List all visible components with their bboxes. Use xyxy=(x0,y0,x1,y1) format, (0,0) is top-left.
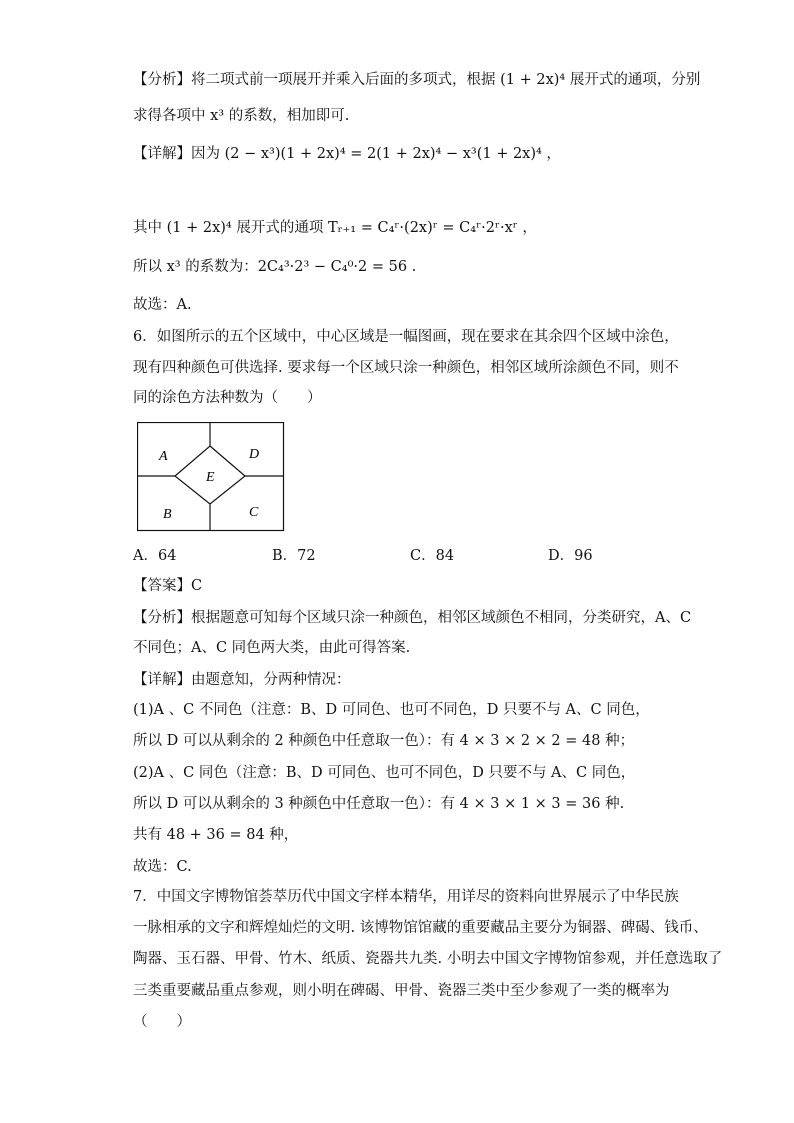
answer-choice-6-line: 故选：C. xyxy=(133,859,192,875)
analysis-line-2: 求得各项中 x³ 的系数，相加即可. xyxy=(133,108,350,124)
detail-line-1: 【详解】因为 (2 − x³)(1 + 2x)⁴ = 2(1 + 2x)⁴ − x³(1 + 2x)⁴ ， xyxy=(133,146,561,162)
figure-label-c: C xyxy=(249,505,259,520)
question-7-line-3: 陶器、玉石器、甲骨、竹木、纸质、瓷器共九类. 小明去中国文字博物馆参观，并任意选取了 xyxy=(133,951,723,967)
question-7-line-2: 一脉相承的文字和辉煌灿烂的文明. 该博物馆馆藏的重要藏品主要分为铜器、碑碣、钱币、 xyxy=(133,920,708,936)
question-6-line-3: 同的涂色方法种数为（ ） xyxy=(133,390,322,406)
detail-6-line-1: 【详解】由题意知，分两种情况： xyxy=(133,672,351,688)
detail-6-line-6: 共有 48 + 36 = 84 种， xyxy=(133,827,299,843)
figure-label-e: E xyxy=(206,470,215,485)
detail-line-3: 所以 x³ 的系数为：2C₄³·2³ − C₄⁰·2 = 56 . xyxy=(133,259,417,275)
detail-6-line-4: (2)A 、C 同色（注意：B、D 可同色、也可不同色，D 只要不与 A、C 同色， xyxy=(133,765,636,781)
figure-label-b: B xyxy=(163,507,172,522)
figure-label-d: D xyxy=(249,447,260,462)
question-6-line-1: 6．如图所示的五个区域中，中心区域是一幅图画，现在要求在其余四个区域中涂色， xyxy=(133,329,679,345)
option-b: B．72 xyxy=(272,548,316,564)
detail-6-line-2: (1)A 、C 不同色（注意：B、D 可同色、也可不同色，D 只要不与 A、C 同色， xyxy=(133,702,650,718)
figure-label-a: A xyxy=(159,449,168,464)
answer-line: 【答案】C xyxy=(133,578,203,594)
option-c: C．84 xyxy=(410,548,455,564)
question-6-line-2: 现有四种颜色可供选择. 要求每一个区域只涂一种颜色，相邻区域所涂颜色不同，则不 xyxy=(133,360,679,376)
analysis-6-line-1: 【分析】根据题意可知每个区域只涂一种颜色，相邻区域颜色不相同，分类研究，A、C xyxy=(133,610,692,626)
option-d: D．96 xyxy=(548,548,593,564)
answer-choice-line: 故选：A. xyxy=(133,297,192,313)
question-7-line-5: （ ） xyxy=(133,1014,191,1030)
analysis-line-1: 【分析】将二项式前一项展开并乘入后面的多项式，根据 (1 + 2x)⁴ 展开式的通项，分别 xyxy=(133,72,701,88)
detail-6-line-3: 所以 D 可以从剩余的 2 种颜色中任意取一色）：有 4 × 3 × 2 × 2 = 48 种； xyxy=(133,733,635,749)
region-figure xyxy=(137,422,285,532)
analysis-6-line-2: 不同色；A、C 同色两大类，由此可得答案. xyxy=(133,640,411,656)
detail-6-line-5: 所以 D 可以从剩余的 3 种颜色中任意取一色）：有 4 × 3 × 1 × 3 = 36 种. xyxy=(133,796,625,812)
option-a: A．64 xyxy=(133,548,177,564)
detail-line-2: 其中 (1 + 2x)⁴ 展开式的通项 Tᵣ₊₁ = C₄ʳ·(2x)ʳ = C₄ʳ·2ʳ·xʳ ， xyxy=(133,220,537,236)
question-7-line-4: 三类重要藏品重点参观，则小明在碑碣、甲骨、瓷器三类中至少参观了一类的概率为 xyxy=(133,983,670,999)
question-7-line-1: 7．中国文字博物馆荟萃历代中国文字样本精华，用详尽的资料向世界展示了中华民族 xyxy=(133,889,679,905)
